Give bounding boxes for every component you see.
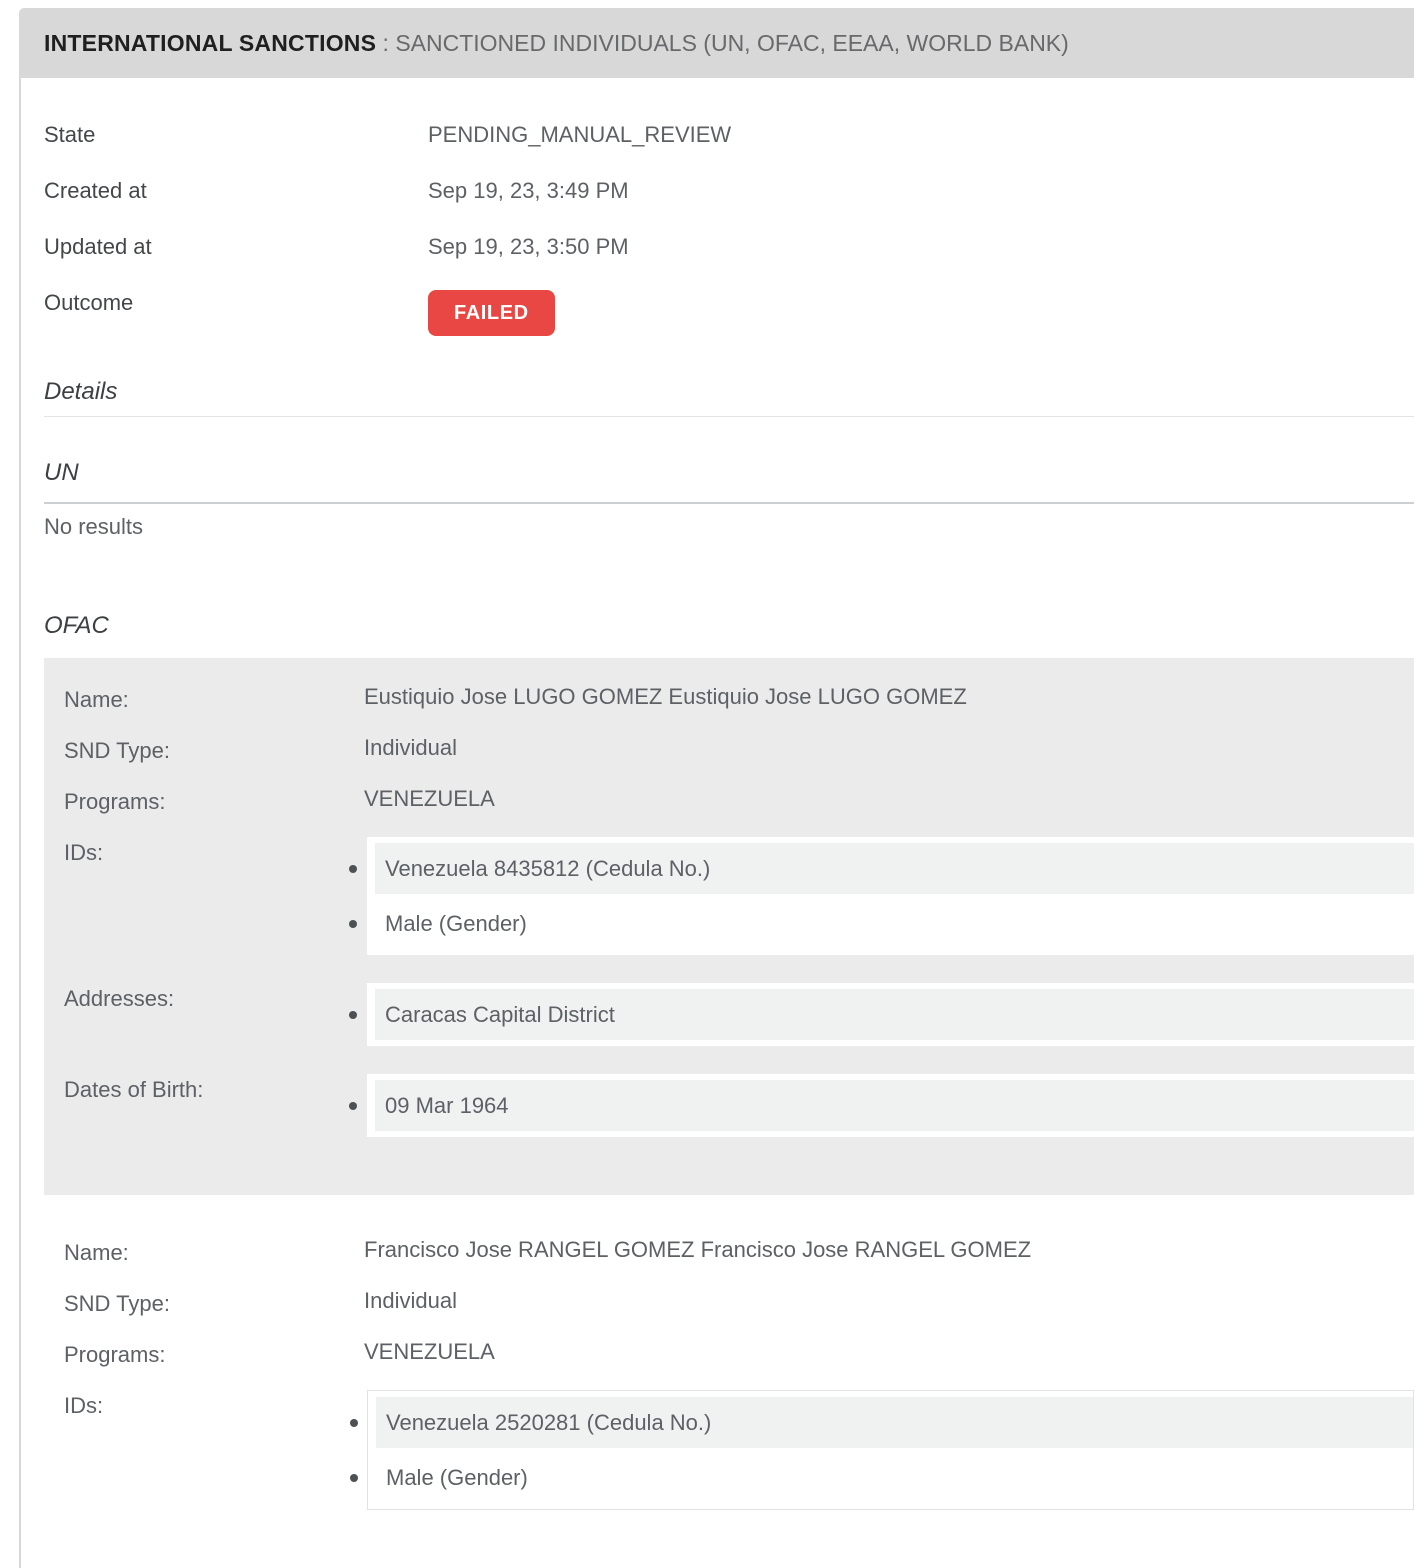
un-heading: UN — [44, 459, 79, 486]
ofac-records — [44, 658, 1414, 1568]
list-item: Venezuela 8435812 (Cedula No.) — [375, 843, 1414, 894]
field-label: Addresses: — [64, 986, 175, 1011]
field-label: Dates of Birth: — [64, 1077, 204, 1102]
list-item: Venezuela 2520281 (Cedula No.) — [376, 1397, 1413, 1448]
list-item: Male (Gender) — [376, 1452, 1413, 1503]
field-label: Name: — [64, 1240, 129, 1265]
field-value: Francisco Jose RANGEL GOMEZ Francisco Jose RANGEL GOMEZ — [364, 1237, 1032, 1262]
summary-value: PENDING_MANUAL_REVIEW — [428, 122, 732, 147]
field-row — [64, 1390, 1414, 1510]
field-label: SND Type: — [64, 1291, 170, 1316]
summary-row — [44, 234, 1414, 260]
field-label: IDs: — [64, 1393, 104, 1418]
panel-header — [19, 8, 1414, 78]
un-no-results: No results — [44, 514, 144, 539]
field-row — [64, 1288, 1414, 1317]
field-label: Programs: — [64, 1342, 166, 1367]
field-row — [64, 837, 1414, 955]
field-value — [364, 983, 1414, 1046]
summary-value: Sep 19, 23, 3:50 PM — [428, 234, 629, 259]
un-divider — [44, 502, 1414, 504]
list-item: 09 Mar 1964 — [375, 1080, 1414, 1131]
field-row — [64, 786, 1414, 815]
field-value — [364, 1390, 1414, 1510]
field-row — [64, 983, 1414, 1046]
value-list — [367, 837, 1414, 955]
outcome-row — [44, 290, 1414, 336]
field-row — [64, 1339, 1414, 1368]
field-value: VENEZUELA — [364, 786, 495, 811]
sanctions-panel — [19, 8, 1414, 1568]
field-row — [64, 735, 1414, 764]
summary-grid — [44, 122, 1414, 260]
outcome-label: Outcome — [44, 290, 134, 315]
value-list — [367, 1074, 1414, 1137]
field-label: Programs: — [64, 789, 166, 814]
field-value — [364, 837, 1414, 955]
field-label: SND Type: — [64, 738, 170, 763]
panel-body — [19, 78, 1414, 1568]
panel-title: INTERNATIONAL SANCTIONS — [44, 29, 377, 56]
panel-subtitle: SANCTIONED INDIVIDUALS (UN, OFAC, EEAA, WORLD BANK) — [395, 29, 1069, 56]
field-value: Individual — [364, 735, 457, 760]
field-value: Individual — [364, 1288, 457, 1313]
summary-row — [44, 178, 1414, 204]
ofac-heading: OFAC — [44, 612, 109, 639]
panel-title-separator: : — [376, 29, 396, 56]
list-item: Male (Gender) — [375, 898, 1414, 949]
list-item: Caracas Capital District — [375, 989, 1414, 1040]
field-label: Name: — [64, 687, 129, 712]
summary-row — [44, 122, 1414, 148]
summary-label: Created at — [44, 178, 147, 203]
field-value: Eustiquio Jose LUGO GOMEZ Eustiquio Jose LUGO GOMEZ — [364, 684, 967, 709]
outcome-failed-badge: FAILED — [428, 290, 555, 336]
summary-label: Updated at — [44, 234, 152, 259]
details-heading: Details — [44, 378, 118, 405]
ofac-record — [44, 658, 1414, 1195]
ofac-record — [44, 1211, 1414, 1568]
field-row — [64, 1237, 1414, 1266]
field-label: IDs: — [64, 840, 104, 865]
summary-value: Sep 19, 23, 3:49 PM — [428, 178, 629, 203]
field-value — [364, 1074, 1414, 1137]
value-list — [367, 1390, 1414, 1510]
details-divider — [44, 416, 1414, 417]
summary-label: State — [44, 122, 96, 147]
field-row — [64, 684, 1414, 713]
outcome-value — [428, 290, 555, 336]
field-value: VENEZUELA — [364, 1339, 495, 1364]
field-row — [64, 1074, 1414, 1137]
value-list — [367, 983, 1414, 1046]
